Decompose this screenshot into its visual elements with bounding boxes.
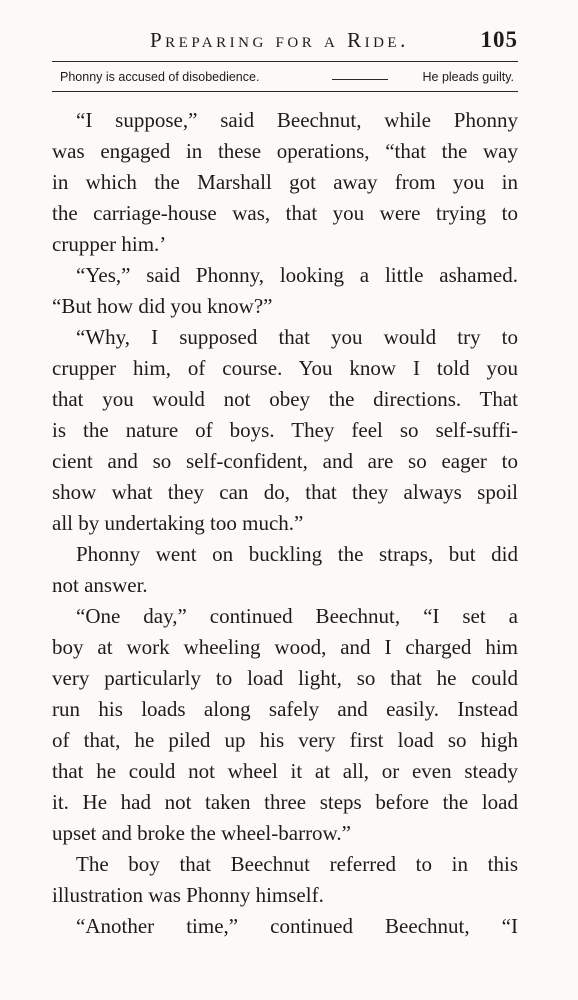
- text-line: The boy that Beechnut referred to in this: [76, 852, 518, 876]
- text-line: the carriage-house was, that you were trying to: [52, 201, 518, 225]
- sidenote-bar: [60, 70, 514, 88]
- text-line: run his loads along safely and easily. Instead: [52, 697, 518, 721]
- sidenote-divider: [332, 79, 388, 80]
- text-line: very particularly to load light, so that he could: [52, 666, 518, 690]
- text-line: that he could not wheel it at all, or even steady: [52, 759, 518, 783]
- text-line: it. He had not taken three steps before the load: [52, 790, 518, 814]
- text-line: crupper him, of course. You know I told you: [52, 356, 518, 380]
- text-line: “One day,” continued Beechnut, “I set a: [76, 604, 518, 628]
- text-line: show what they can do, that they always spoil: [52, 480, 518, 504]
- sidenote-right: He pleads guilty.: [422, 70, 514, 84]
- text-line: boy at work wheeling wood, and I charged him: [52, 635, 518, 659]
- text-line: Phonny went on buckling the straps, but did: [76, 542, 518, 566]
- text-line: “Why, I supposed that you would try to: [76, 325, 518, 349]
- text-line: “I suppose,” said Beechnut, while Phonny: [76, 108, 518, 132]
- text-line: “Yes,” said Phonny, looking a little ashamed.: [76, 263, 518, 287]
- text-line: is the nature of boys. They feel so self-suffi-: [52, 418, 518, 442]
- text-line: illustration was Phonny himself.: [52, 883, 324, 907]
- body-text: [52, 105, 518, 942]
- text-line: was engaged in these operations, “that the way: [52, 139, 518, 163]
- text-line: in which the Marshall got away from you in: [52, 170, 518, 194]
- text-line: all by undertaking too much.”: [52, 511, 304, 535]
- text-line: crupper him.’: [52, 232, 167, 256]
- header-rule-top: [52, 61, 518, 62]
- running-head: [52, 26, 518, 56]
- page-number: 105: [480, 27, 518, 52]
- text-line: “But how did you know?”: [52, 294, 273, 318]
- text-line: that you would not obey the directions. That: [52, 387, 518, 411]
- text-line: cient and so self-confident, and are so eager to: [52, 449, 518, 473]
- text-line: of that, he piled up his very first load so high: [52, 728, 518, 752]
- text-line: “Another time,” continued Beechnut, “I: [76, 914, 518, 938]
- sidenote-left: Phonny is accused of disobedience.: [60, 70, 260, 84]
- text-line: upset and broke the wheel-barrow.”: [52, 821, 351, 845]
- running-title: Preparing for a Ride.: [150, 28, 409, 52]
- text-line: not answer.: [52, 573, 148, 597]
- header-rule-bottom: [52, 91, 518, 92]
